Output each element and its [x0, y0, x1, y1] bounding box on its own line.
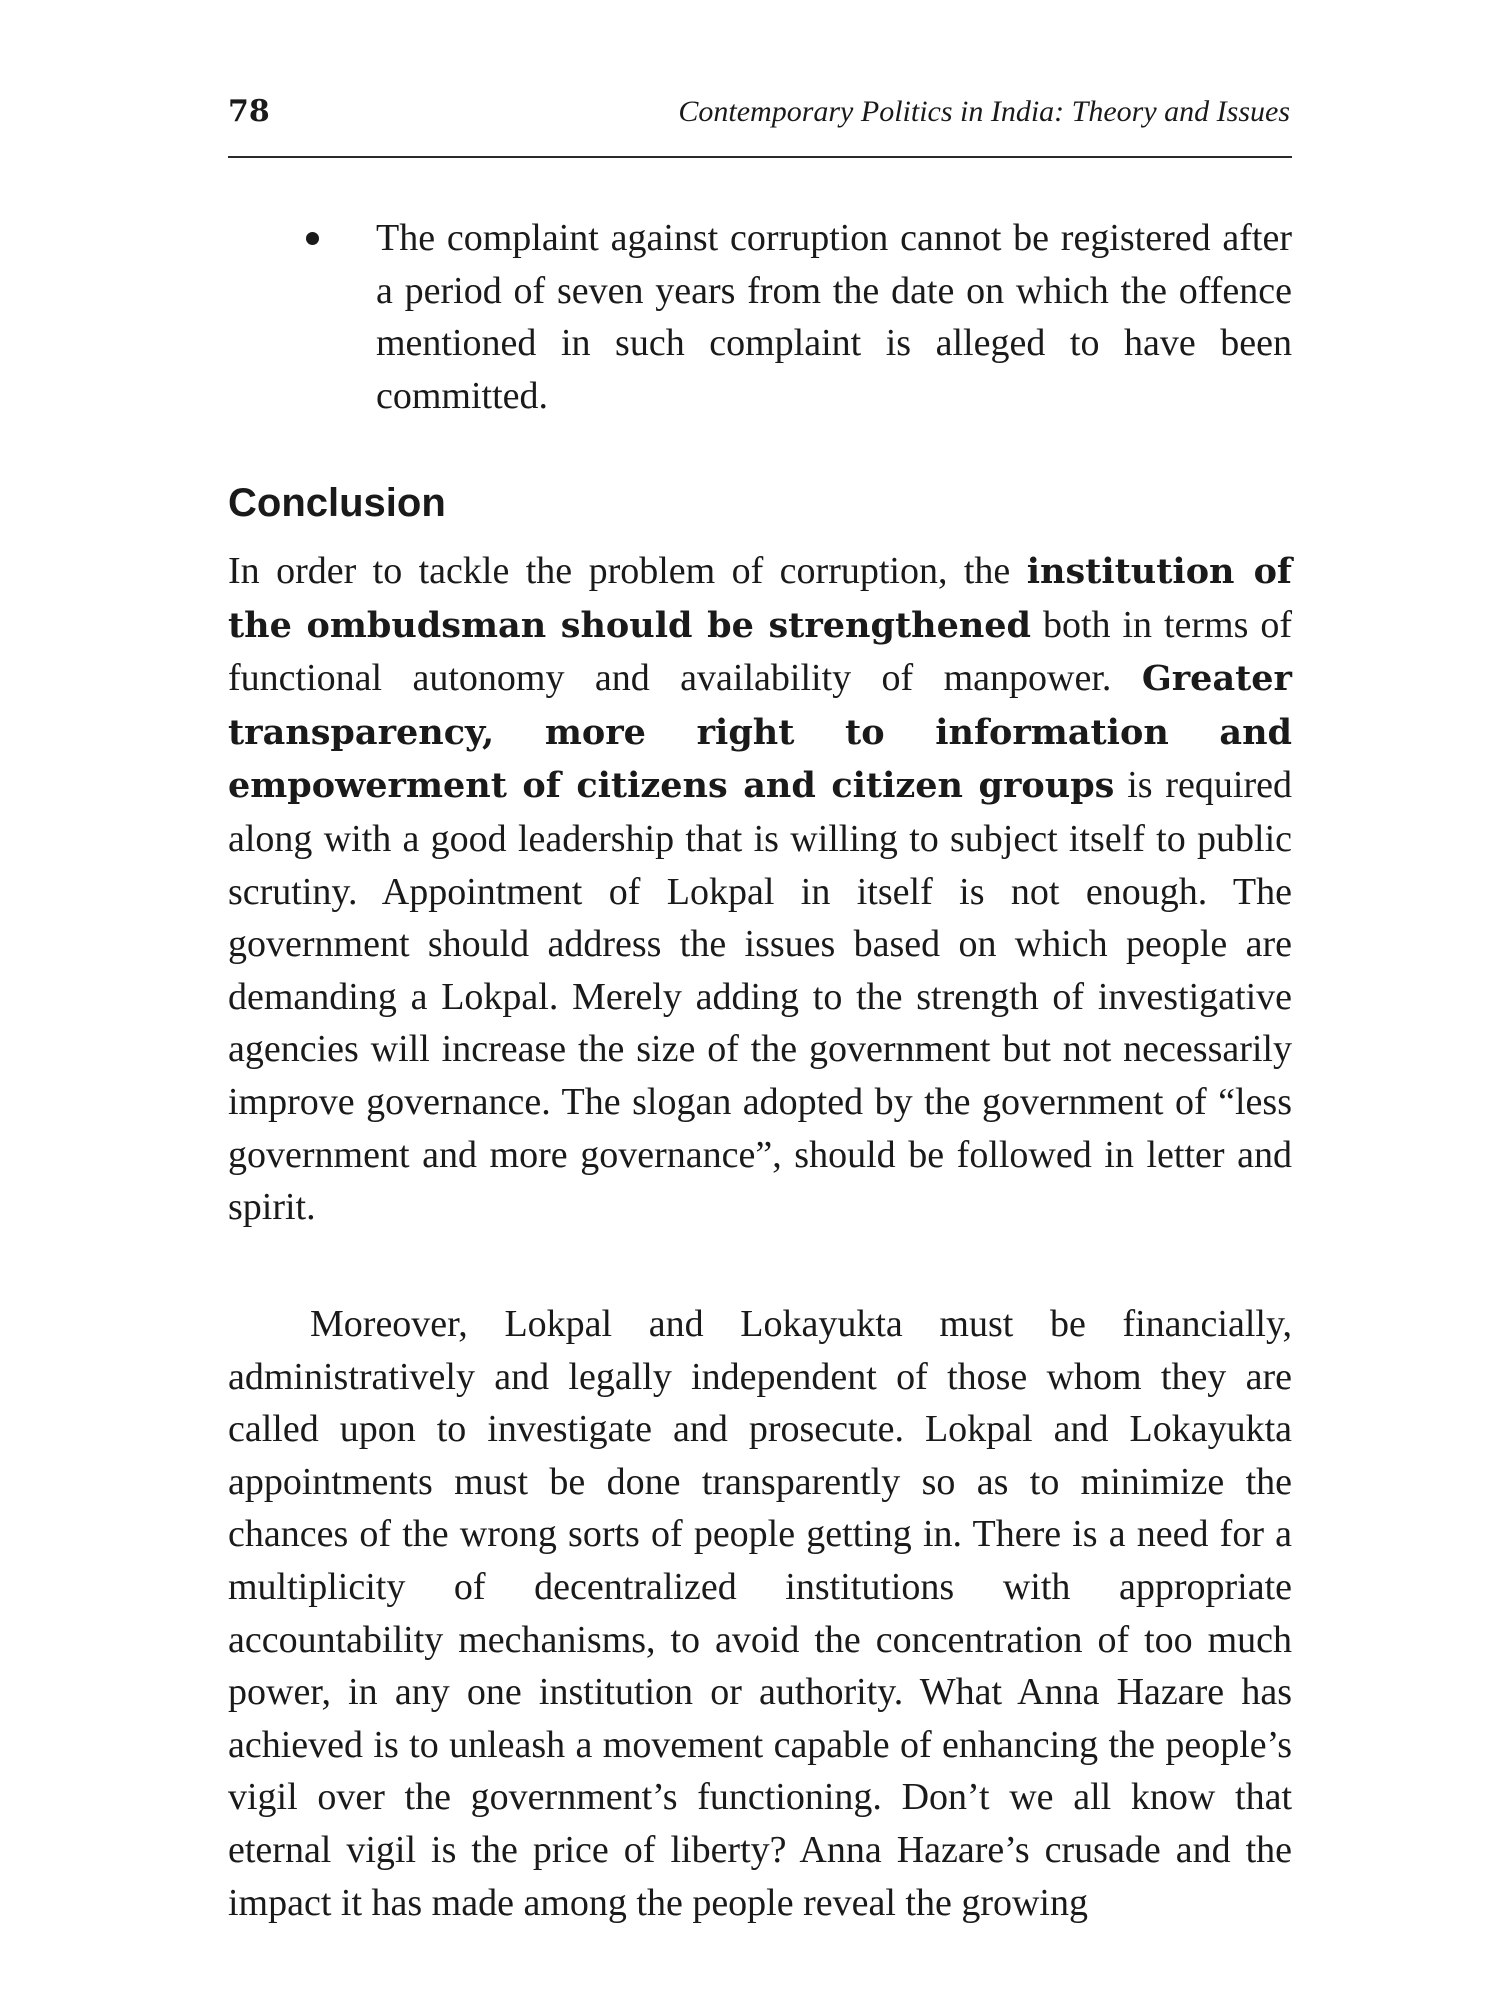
para1-text-2: both in terms of functional autonomy and availability of manpower.: [228, 603, 1292, 700]
running-title: Contemporary Politics in India: Theory and Issues: [678, 95, 1290, 128]
conclusion-paragraph-1: [228, 545, 1292, 1234]
para1-text-3: is required along with a good leadership that is willing to subject itself to public scrutiny. Appointment of Lokpal in itself is not enough. The government should address the issues based on which people are demanding a Lokpal. Merely adding to the strength of investigative agencies will increase the size of the government but not necessarily improve governance. The slogan adopted by the government of “less government and more governance”, should be followed in letter and spirit.: [228, 764, 1293, 1229]
page-header: [228, 92, 1290, 140]
para1-text-1: In order to tackle the problem of corruption, the: [228, 550, 1027, 592]
section-heading: Conclusion: [228, 481, 446, 525]
para1-bold-1: institution of the ombudsman should be strengthened: [228, 551, 1292, 646]
header-rule: [228, 156, 1292, 158]
conclusion-paragraph-2: Moreover, Lokpal and Lokayukta must be financially, administratively and legally independent of those whom they are called upon to investigate and prosecute. Lokpal and Lokayukta appointments must be done transparently so as to minimize the chances of the wrong sorts of people getting in. There is a need for a multiplicity of decentralized institutions with appropriate accountability mechanisms, to avoid the concentration of too much power, in any one institution or authority. What Anna Hazare has achieved is to unleash a movement capable of enhancing the people’s vigil over the government’s functioning. Don’t we all know that eternal vigil is the price of liberty? Anna Hazare’s crusade and the impact it has made among the people reveal the growing: [228, 1303, 1292, 1924]
bullet-icon: [306, 232, 319, 245]
bullet-text: The complaint against corruption cannot be registered after a period of seven years from the date on which the offence mentioned in such complaint is alleged to have been committed.: [376, 217, 1292, 417]
para1-bold-2: Greater transparency, more right to information and empowerment of citizens and citizen groups: [228, 658, 1292, 807]
page-number: 78: [228, 94, 270, 129]
